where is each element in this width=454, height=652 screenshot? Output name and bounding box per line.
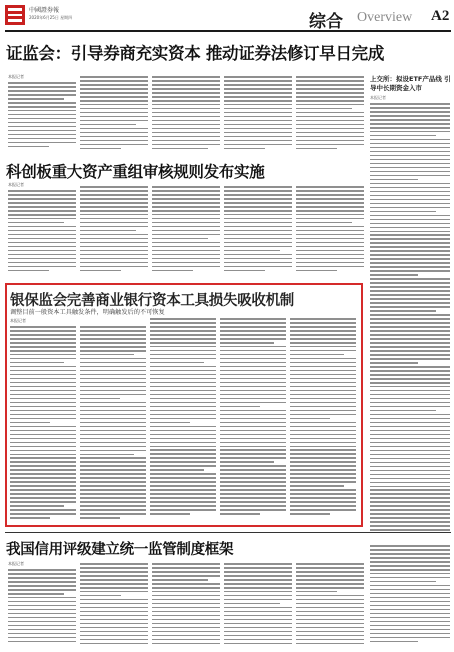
byline-article-4: 本报记者 bbox=[8, 561, 24, 566]
page-number: A2 bbox=[431, 8, 450, 24]
article-1-col-5 bbox=[296, 76, 364, 154]
article-3-col-1 bbox=[10, 326, 76, 522]
section-divider bbox=[5, 532, 451, 533]
subheadline-article-3: 调整目前一般资本工具触发条件，明确触发后的不可恢复 bbox=[10, 309, 165, 316]
byline-article-2: 本报记者 bbox=[8, 182, 24, 187]
byline-article-1: 本报记者 bbox=[8, 74, 24, 79]
article-1-col-3 bbox=[152, 76, 220, 154]
article-2-col-2 bbox=[80, 186, 148, 278]
article-1-col-2 bbox=[80, 76, 148, 154]
article-2-col-5 bbox=[296, 186, 364, 278]
article-4-col-6 bbox=[370, 545, 450, 647]
section-title-en: Overview bbox=[357, 10, 413, 25]
issue-info: 2020年6月25日 星期四 bbox=[29, 15, 73, 20]
section-title: 综合 bbox=[309, 12, 343, 32]
headline-article-2: 科创板重大资产重组审核规则发布实施 bbox=[6, 163, 265, 181]
headline-article-3: 银保监会完善商业银行资本工具损失吸收机制 bbox=[10, 293, 294, 309]
article-2-col-4 bbox=[224, 186, 292, 278]
article-4-col-1 bbox=[8, 569, 76, 647]
article-1-col-4 bbox=[224, 76, 292, 154]
paper-name: 中國證券報 bbox=[29, 7, 60, 14]
newspaper-logo-icon bbox=[5, 5, 25, 25]
sidebar-byline: 本报记者 bbox=[370, 95, 386, 100]
headline-article-1: 证监会：引导券商充实资本 推动证券法修订早日完成 bbox=[6, 44, 385, 63]
byline-article-3: 本报记者 bbox=[10, 318, 26, 323]
article-4-col-5 bbox=[296, 563, 364, 647]
article-4-col-2 bbox=[80, 563, 148, 647]
article-3-col-4 bbox=[220, 318, 286, 522]
article-3-col-5 bbox=[290, 318, 356, 522]
article-1-col-1 bbox=[8, 82, 76, 154]
masthead bbox=[5, 4, 451, 32]
sidebar-headline: 上交所：拟设ETF产品线 引导中长期资金入市 bbox=[370, 75, 451, 92]
sidebar-body bbox=[370, 103, 450, 535]
article-4-col-3 bbox=[152, 563, 220, 647]
article-3-col-2 bbox=[80, 326, 146, 522]
article-2-col-1 bbox=[8, 190, 76, 278]
article-4-col-4 bbox=[224, 563, 292, 647]
headline-article-4: 我国信用评级建立统一监管制度框架 bbox=[6, 542, 234, 558]
article-3-col-3 bbox=[150, 318, 216, 522]
article-2-col-3 bbox=[152, 186, 220, 278]
